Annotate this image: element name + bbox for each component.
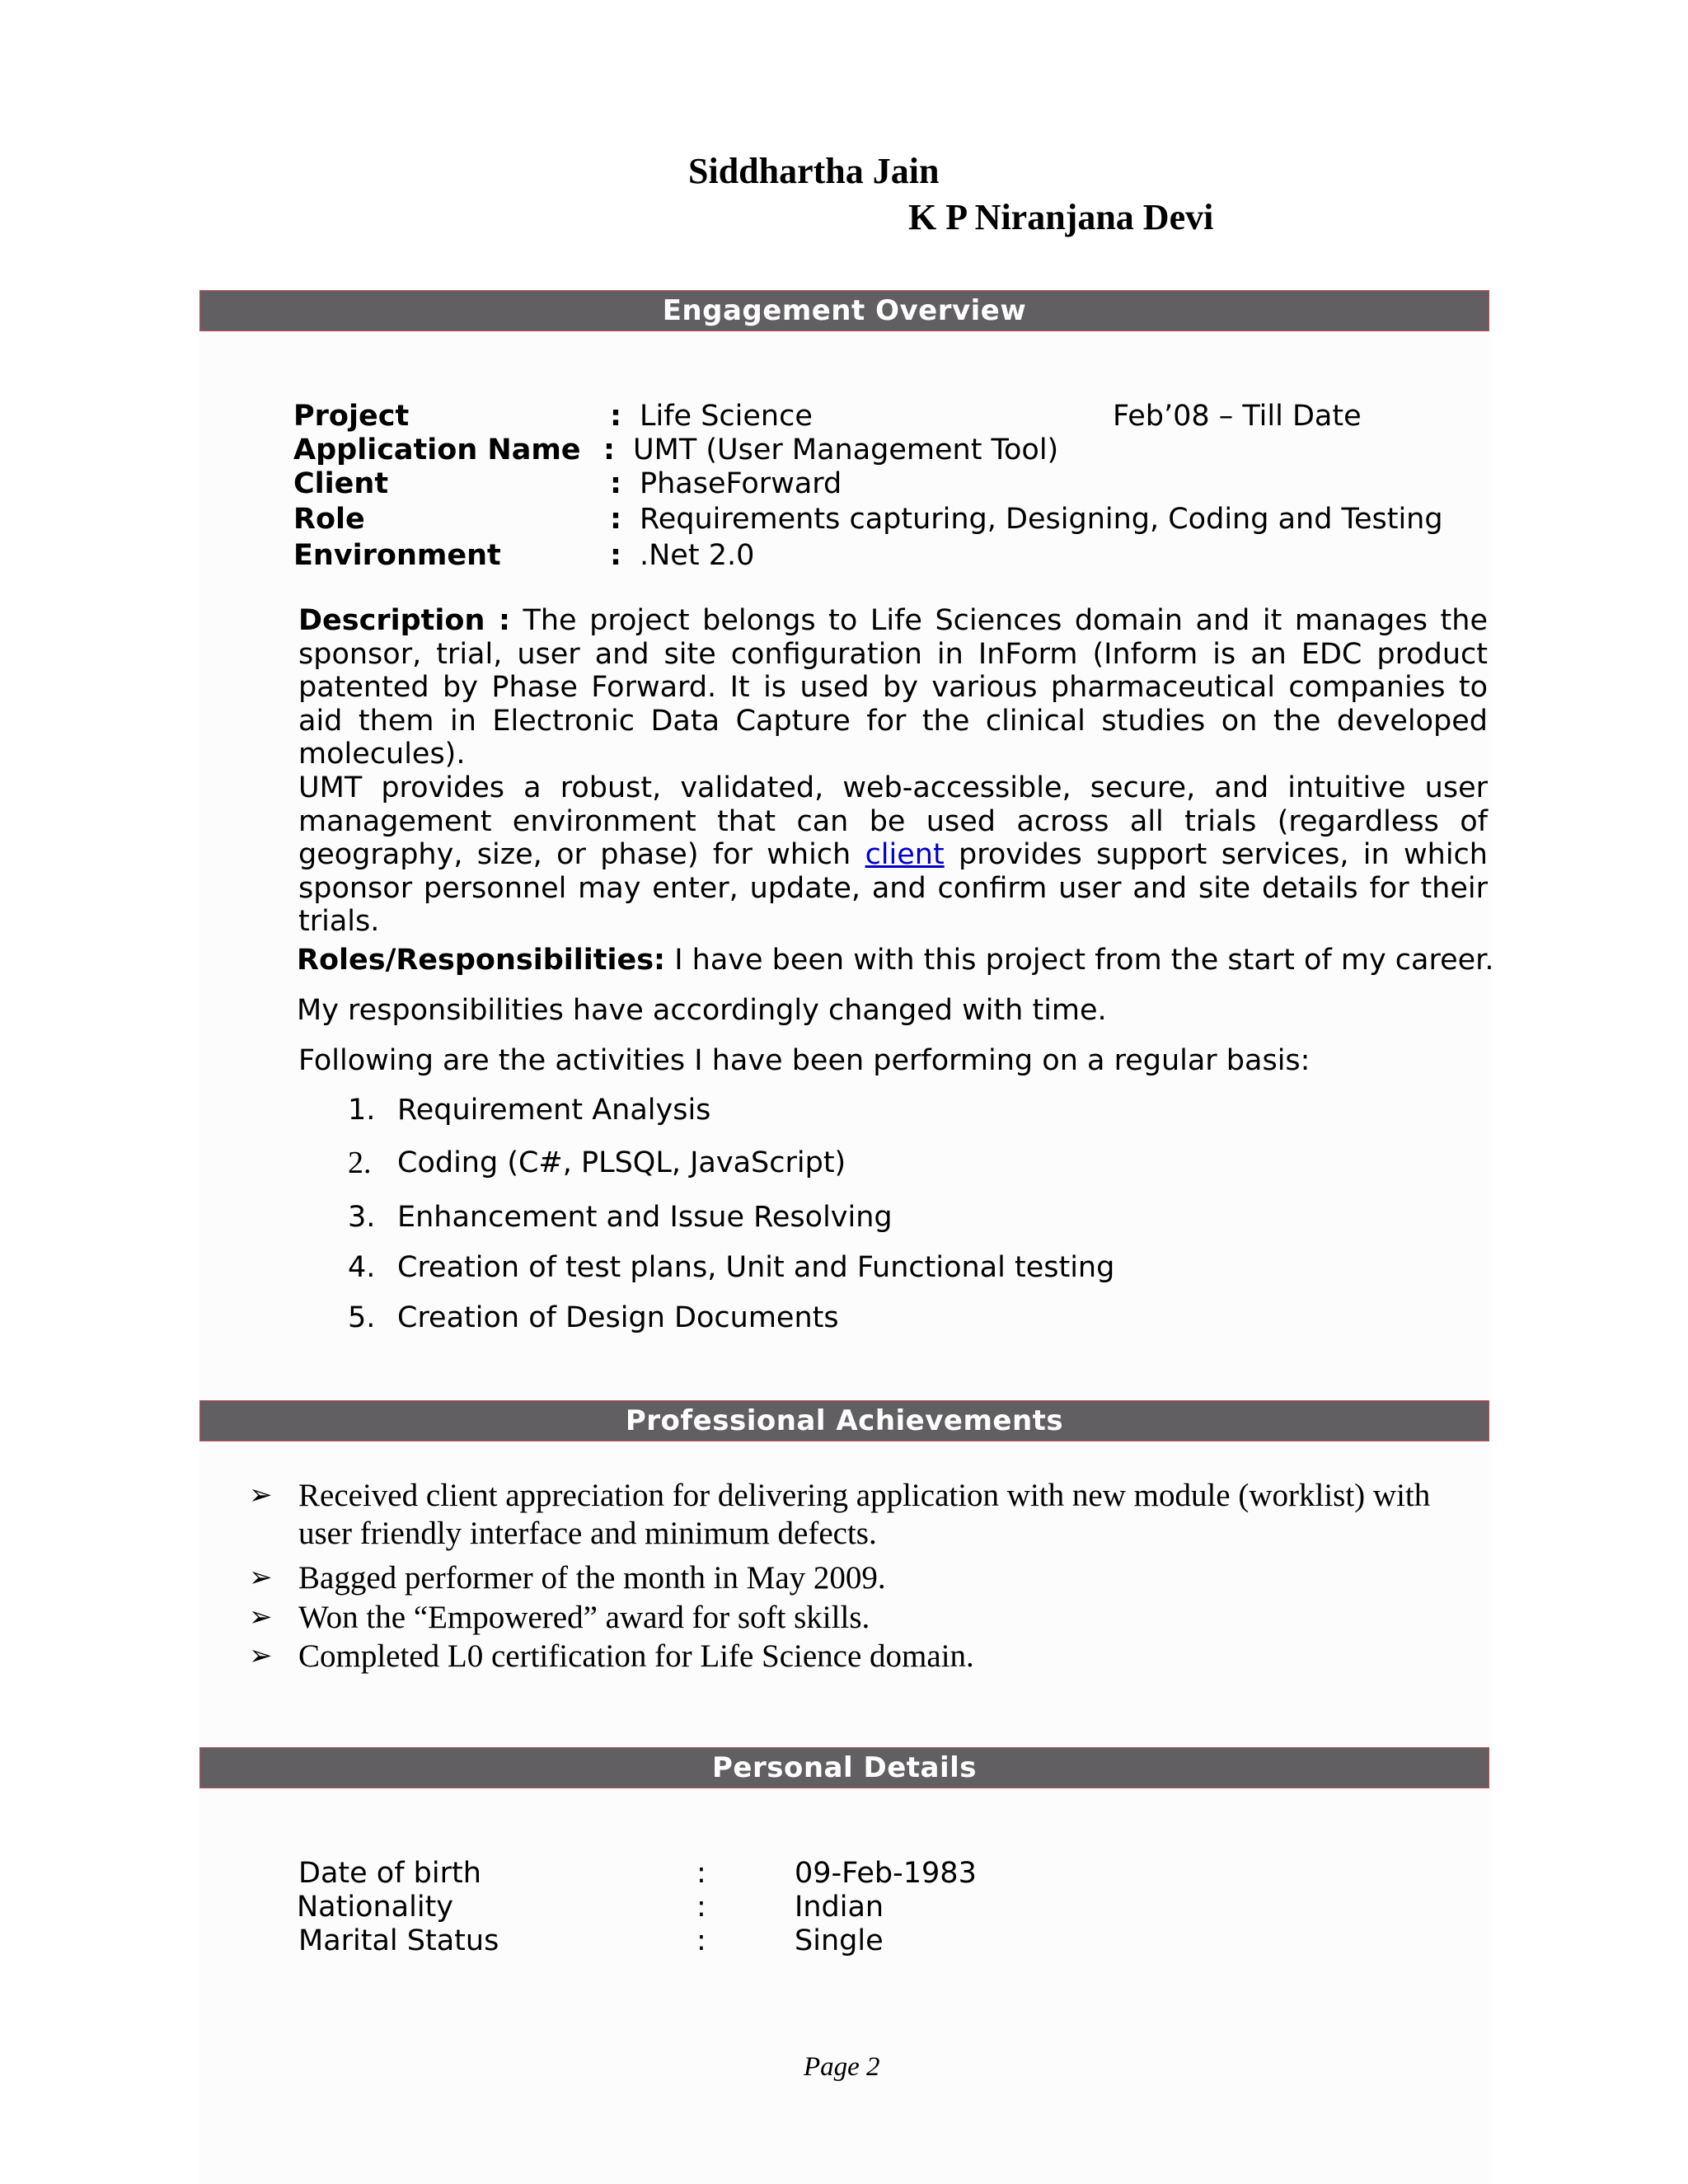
project-description — [298, 604, 1488, 939]
personal-value-dob: 09-Feb-1983 — [795, 1857, 977, 1890]
project-period: Feb’08 – Till Date — [1113, 400, 1362, 433]
field-label-application-name: Application Name — [293, 434, 581, 466]
roles-line-2: My responsibilities have accordingly changed with time. — [297, 994, 1107, 1027]
personal-value-nationality: Indian — [795, 1891, 884, 1924]
personal-label-nationality: Nationality — [297, 1891, 454, 1924]
client-link[interactable]: client — [865, 838, 945, 872]
clipped-header-text: K P Niranjana Devi — [908, 197, 1214, 237]
field-value-project: Life Science — [640, 400, 813, 433]
field-colon: : — [603, 434, 615, 466]
activity-item: Creation of Design Documents — [397, 1301, 839, 1334]
field-value-application-name: UMT (User Management Tool) — [633, 434, 1059, 466]
field-colon: : — [610, 539, 621, 572]
arrow-bullet-icon: ➢ — [249, 1601, 273, 1633]
arrow-bullet-icon: ➢ — [249, 1561, 273, 1594]
achievement-item: Won the “Empowered” award for soft skills. — [298, 1600, 870, 1635]
achievement-item-continued: user friendly interface and minimum defects. — [298, 1516, 877, 1551]
field-colon: : — [610, 467, 621, 500]
arrow-bullet-icon: ➢ — [249, 1479, 273, 1511]
field-label-project: Project — [293, 400, 410, 433]
candidate-name: Siddhartha Jain — [688, 151, 940, 191]
activity-number: 4. — [348, 1251, 376, 1284]
description-text-1: The project belongs to Life Sciences domain and it manages the sponsor, trial, user and site configuration in InForm (Inform is an EDC product patented by Phase Forward. It is used by various pharmaceutical companies to aid them in Electronic Data Capture for the clinical studies on the developed molecules). — [298, 604, 1488, 771]
roles-line-3: Following are the activities I have been performing on a regular basis: — [298, 1044, 1311, 1077]
activity-number: 5. — [348, 1301, 376, 1334]
activity-item: Coding (C#, PLSQL, JavaScript) — [397, 1146, 846, 1179]
page-number: Page 2 — [804, 2052, 880, 2082]
personal-colon: : — [696, 1857, 706, 1890]
activity-number: 2. — [348, 1146, 372, 1180]
field-label-environment: Environment — [293, 539, 501, 572]
roles-line — [297, 943, 1494, 977]
personal-colon: : — [696, 1891, 706, 1924]
section-personal-details: Personal Details — [199, 1747, 1489, 1788]
description-text-2a: UMT provides a robust, validated, web-accessible, secure, and intuitive user management environment that can be used across all trials (regardless of geography, size, or phase) for which — [298, 771, 1488, 872]
field-label-client: Client — [293, 467, 389, 500]
activity-item: Enhancement and Issue Resolving — [397, 1201, 893, 1234]
activity-item: Requirement Analysis — [397, 1094, 711, 1127]
activity-item: Creation of test plans, Unit and Functional testing — [397, 1251, 1115, 1284]
roles-label: Roles/Responsibilities: — [297, 944, 666, 977]
personal-value-marital-status: Single — [795, 1924, 884, 1957]
achievement-item: Received client appreciation for delivering application with new module (worklist) with — [298, 1478, 1431, 1513]
personal-label-dob: Date of birth — [298, 1857, 481, 1890]
activity-number: 1. — [348, 1094, 376, 1127]
field-value-role: Requirements capturing, Designing, Coding and Testing — [640, 503, 1443, 536]
description-paragraph-1 — [298, 604, 1488, 771]
description-label: Description : — [298, 604, 510, 637]
activity-number: 3. — [348, 1201, 376, 1234]
field-value-environment: .Net 2.0 — [640, 539, 755, 572]
section-engagement-overview: Engagement Overview — [199, 290, 1489, 331]
section-professional-achievements: Professional Achievements — [199, 1400, 1489, 1441]
field-colon: : — [610, 503, 621, 536]
field-value-client: PhaseForward — [640, 467, 842, 500]
description-paragraph-2 — [298, 771, 1488, 939]
clipped-header-line — [908, 191, 1337, 237]
field-colon: : — [610, 400, 621, 433]
personal-label-marital-status: Marital Status — [298, 1924, 499, 1957]
achievement-item: Completed L0 certification for Life Science domain. — [298, 1638, 974, 1674]
roles-text: I have been with this project from the start of my career. — [674, 944, 1494, 977]
field-label-role: Role — [293, 503, 365, 536]
description-text-2b: provides support services, in which sponsor personnel may enter, update, and confirm user and site details for their trials. — [298, 838, 1488, 939]
achievement-item: Bagged performer of the month in May 2009. — [298, 1560, 886, 1596]
arrow-bullet-icon: ➢ — [249, 1639, 273, 1672]
personal-colon: : — [696, 1924, 706, 1957]
